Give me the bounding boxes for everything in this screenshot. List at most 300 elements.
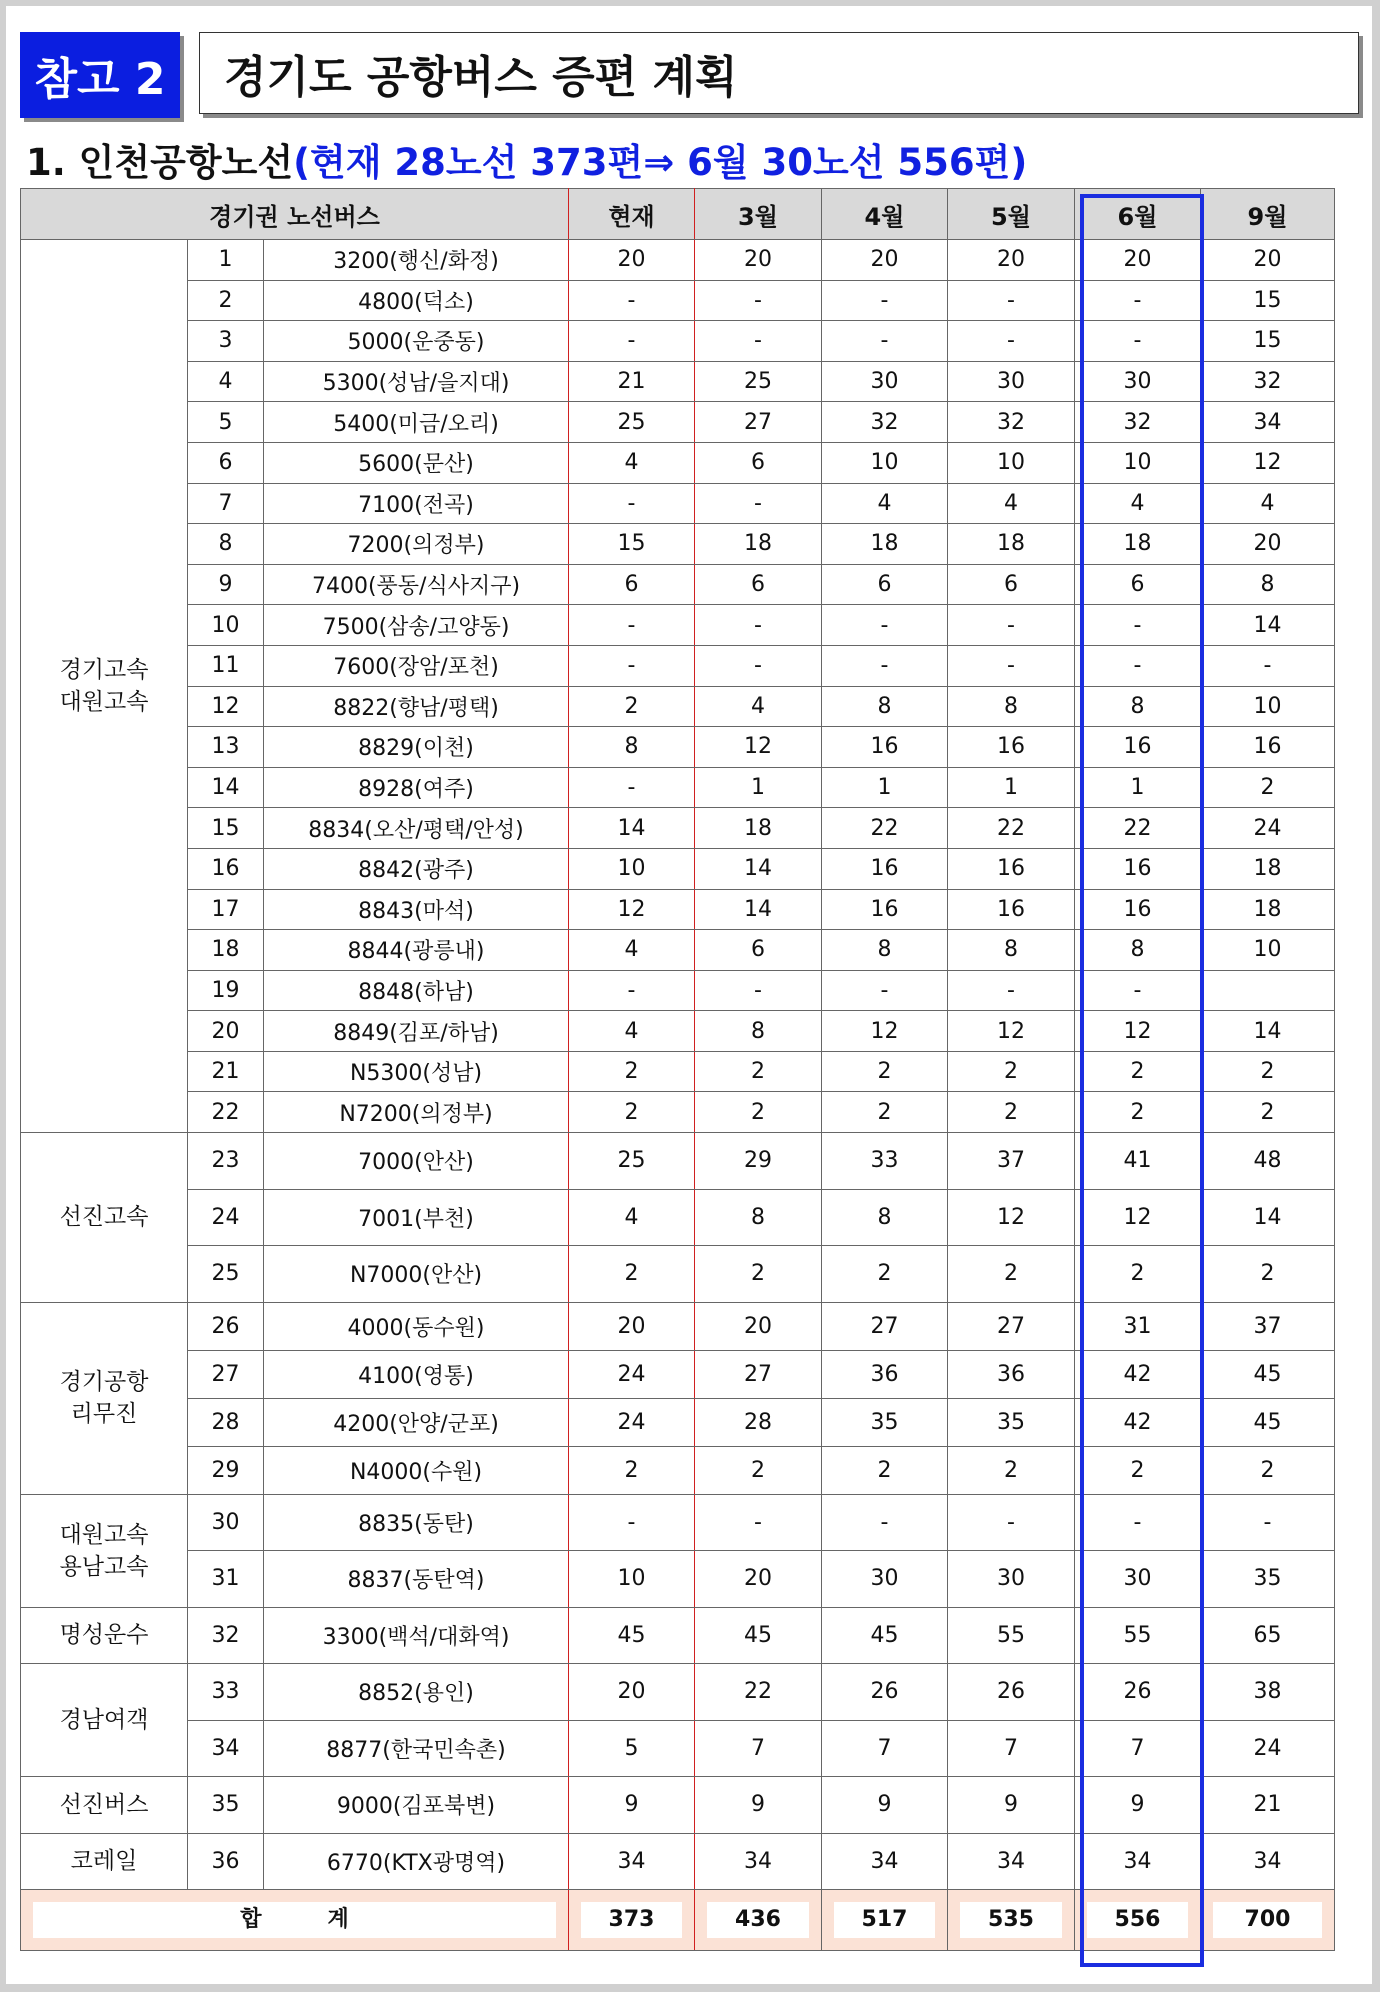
trips-june: 41 (1075, 1133, 1201, 1190)
route-number: 31 (188, 1551, 264, 1608)
trips-june: 26 (1075, 1664, 1201, 1721)
trips-june: 16 (1075, 889, 1201, 930)
trips-september: 2 (1201, 1051, 1335, 1092)
trips-may: 26 (948, 1664, 1075, 1721)
trips-march: 2 (695, 1446, 822, 1494)
trips-september: 32 (1201, 361, 1335, 402)
total-value: 373 (581, 1902, 682, 1938)
route-number: 26 (188, 1302, 264, 1350)
trips-current: 12 (569, 889, 695, 930)
table-row (21, 1720, 1335, 1777)
trips-march: 2 (695, 1051, 822, 1092)
route-name: 8852(용인) (264, 1664, 569, 1721)
trips-april: - (822, 321, 948, 362)
trips-june: 22 (1075, 808, 1201, 849)
trips-march: 8 (695, 1011, 822, 1052)
trips-current: 25 (569, 1133, 695, 1190)
trips-april: 9 (822, 1777, 948, 1834)
trips-current: 2 (569, 1051, 695, 1092)
trips-may: 6 (948, 564, 1075, 605)
trips-april: - (822, 280, 948, 321)
trips-may: 30 (948, 361, 1075, 402)
total-value: 535 (960, 1902, 1062, 1938)
trips-may: 4 (948, 483, 1075, 524)
table-row (21, 1133, 1335, 1190)
trips-september: 24 (1201, 808, 1335, 849)
trips-september: 14 (1201, 605, 1335, 646)
page (6, 6, 1372, 1984)
route-name: 8829(이천) (264, 727, 569, 768)
trips-may: 22 (948, 808, 1075, 849)
table-row (21, 1246, 1335, 1303)
table-row (21, 1092, 1335, 1133)
trips-may: - (948, 645, 1075, 686)
trips-march: 2 (695, 1246, 822, 1303)
trips-march: 14 (695, 889, 822, 930)
table-row (21, 930, 1335, 971)
operator-name-line: 경기공항 (59, 1369, 149, 1396)
trips-march: 29 (695, 1133, 822, 1190)
trips-march: 14 (695, 848, 822, 889)
trips-current: 21 (569, 361, 695, 402)
trips-march: 20 (695, 1302, 822, 1350)
trips-september: 20 (1201, 240, 1335, 281)
route-name: N5300(성남) (264, 1051, 569, 1092)
operator-group-cell (21, 1302, 188, 1494)
trips-march: 20 (695, 240, 822, 281)
total-value-cell (1075, 1890, 1201, 1951)
route-number: 10 (188, 605, 264, 646)
trips-current: 34 (569, 1833, 695, 1890)
operator-name-line: 경남여객 (59, 1707, 149, 1734)
trips-current: 45 (569, 1607, 695, 1664)
route-name: N7200(의정부) (264, 1092, 569, 1133)
trips-current: - (569, 970, 695, 1011)
trips-april: 16 (822, 727, 948, 768)
trips-april: 30 (822, 1551, 948, 1608)
trips-september: 20 (1201, 524, 1335, 565)
trips-march: 8 (695, 1189, 822, 1246)
route-name: 8835(동탄) (264, 1494, 569, 1551)
trips-june: 2 (1075, 1051, 1201, 1092)
total-value: 700 (1213, 1902, 1322, 1938)
trips-april: - (822, 605, 948, 646)
table-row (21, 848, 1335, 889)
trips-june: - (1075, 1494, 1201, 1551)
trips-march: 45 (695, 1607, 822, 1664)
table-row (21, 1446, 1335, 1494)
trips-june: 12 (1075, 1189, 1201, 1246)
route-name: 9000(김포북변) (264, 1777, 569, 1834)
route-name: 5300(성남/을지대) (264, 361, 569, 402)
trips-may: 8 (948, 686, 1075, 727)
table-row (21, 240, 1335, 281)
trips-september: 2 (1201, 767, 1335, 808)
operator-name-line: 코레일 (70, 1848, 138, 1875)
trips-march: 7 (695, 1720, 822, 1777)
header-route-group: 경기권 노선버스 (21, 189, 569, 240)
route-name: 4800(덕소) (264, 280, 569, 321)
total-value-cell (569, 1890, 695, 1951)
table-row (21, 280, 1335, 321)
route-name: 3300(백석/대화역) (264, 1607, 569, 1664)
operator-group-cell (21, 1494, 188, 1607)
trips-september: 34 (1201, 1833, 1335, 1890)
trips-june: 42 (1075, 1350, 1201, 1398)
trips-march: 6 (695, 442, 822, 483)
trips-march: - (695, 321, 822, 362)
route-number: 25 (188, 1246, 264, 1303)
trips-march: 27 (695, 402, 822, 443)
route-name: 8837(동탄역) (264, 1551, 569, 1608)
route-number: 9 (188, 564, 264, 605)
route-number: 3 (188, 321, 264, 362)
trips-current: 20 (569, 1664, 695, 1721)
table-row (21, 686, 1335, 727)
trips-current: 10 (569, 848, 695, 889)
trips-september: 16 (1201, 727, 1335, 768)
trips-march: 9 (695, 1777, 822, 1834)
trips-june: 42 (1075, 1398, 1201, 1446)
trips-march: 20 (695, 1551, 822, 1608)
trips-may: 34 (948, 1833, 1075, 1890)
route-name: 4100(영통) (264, 1350, 569, 1398)
operator-name-line: 리무진 (70, 1401, 138, 1428)
trips-june: - (1075, 645, 1201, 686)
header-april: 4월 (822, 189, 948, 240)
trips-april: 20 (822, 240, 948, 281)
route-name: 7200(의정부) (264, 524, 569, 565)
trips-march: - (695, 605, 822, 646)
route-name: 4000(동수원) (264, 1302, 569, 1350)
trips-june: 12 (1075, 1011, 1201, 1052)
route-number: 17 (188, 889, 264, 930)
header-june: 6월 (1075, 189, 1201, 240)
trips-current: - (569, 767, 695, 808)
trips-may: 12 (948, 1189, 1075, 1246)
trips-june: 9 (1075, 1777, 1201, 1834)
table-row (21, 727, 1335, 768)
table-row (21, 1189, 1335, 1246)
route-number: 21 (188, 1051, 264, 1092)
table-row (21, 1777, 1335, 1834)
page-title: 경기도 공항버스 증편 계획 (199, 32, 1359, 114)
trips-april: 18 (822, 524, 948, 565)
table-row (21, 645, 1335, 686)
trips-june: 6 (1075, 564, 1201, 605)
trips-current: 5 (569, 1720, 695, 1777)
route-number: 5 (188, 402, 264, 443)
table-row (21, 1350, 1335, 1398)
trips-march: - (695, 280, 822, 321)
trips-march: 27 (695, 1350, 822, 1398)
trips-may: 20 (948, 240, 1075, 281)
operator-group-cell (21, 1664, 188, 1777)
trips-may: 32 (948, 402, 1075, 443)
route-name: 7100(전곡) (264, 483, 569, 524)
trips-september: 38 (1201, 1664, 1335, 1721)
trips-current: 8 (569, 727, 695, 768)
trips-march: 4 (695, 686, 822, 727)
trips-march: - (695, 1494, 822, 1551)
table-row (21, 1664, 1335, 1721)
trips-june: - (1075, 280, 1201, 321)
trips-may: 9 (948, 1777, 1075, 1834)
trips-march: 12 (695, 727, 822, 768)
trips-current: - (569, 321, 695, 362)
trips-may: 55 (948, 1607, 1075, 1664)
trips-june: 2 (1075, 1092, 1201, 1133)
trips-march: 2 (695, 1092, 822, 1133)
route-number: 29 (188, 1446, 264, 1494)
trips-september: 2 (1201, 1246, 1335, 1303)
route-number: 35 (188, 1777, 264, 1834)
operator-name-line: 경기고속 (59, 657, 149, 684)
route-number: 1 (188, 240, 264, 281)
trips-september: 8 (1201, 564, 1335, 605)
trips-september: 14 (1201, 1189, 1335, 1246)
route-name: 8822(향남/평택) (264, 686, 569, 727)
route-name: 8843(마석) (264, 889, 569, 930)
route-name: 8834(오산/평택/안성) (264, 808, 569, 849)
route-name: 6770(KTX광명역) (264, 1833, 569, 1890)
trips-may: 27 (948, 1302, 1075, 1350)
trips-current: 6 (569, 564, 695, 605)
header-row (21, 189, 1335, 240)
trips-june: 20 (1075, 240, 1201, 281)
trips-june: 55 (1075, 1607, 1201, 1664)
route-number: 4 (188, 361, 264, 402)
trips-march: 22 (695, 1664, 822, 1721)
trips-may: 16 (948, 889, 1075, 930)
trips-april: 26 (822, 1664, 948, 1721)
trips-april: 22 (822, 808, 948, 849)
trips-may: 16 (948, 848, 1075, 889)
trips-september: 2 (1201, 1092, 1335, 1133)
total-label-cell (21, 1890, 569, 1951)
trips-march: 18 (695, 808, 822, 849)
trips-may: 16 (948, 727, 1075, 768)
route-number: 12 (188, 686, 264, 727)
trips-april: 2 (822, 1092, 948, 1133)
trips-april: 27 (822, 1302, 948, 1350)
route-number: 20 (188, 1011, 264, 1052)
trips-may: 1 (948, 767, 1075, 808)
trips-june: 8 (1075, 686, 1201, 727)
trips-june: 16 (1075, 727, 1201, 768)
table-row (21, 1302, 1335, 1350)
trips-may: 30 (948, 1551, 1075, 1608)
trips-september: 10 (1201, 686, 1335, 727)
trips-may: - (948, 1494, 1075, 1551)
trips-april: - (822, 1494, 948, 1551)
trips-april: 32 (822, 402, 948, 443)
trips-current: 2 (569, 686, 695, 727)
route-number: 8 (188, 524, 264, 565)
trips-june: 4 (1075, 483, 1201, 524)
section-heading-detail: (현재 28노선 373편⇒ 6월 30노선 556편) (293, 141, 1028, 184)
trips-may: - (948, 280, 1075, 321)
trips-may: 12 (948, 1011, 1075, 1052)
trips-march: - (695, 483, 822, 524)
trips-march: 34 (695, 1833, 822, 1890)
trips-current: - (569, 645, 695, 686)
trips-september: 15 (1201, 280, 1335, 321)
header-may: 5월 (948, 189, 1075, 240)
route-name: 7500(삼송/고양동) (264, 605, 569, 646)
trips-june: 8 (1075, 930, 1201, 971)
route-number: 32 (188, 1607, 264, 1664)
header-current: 현재 (569, 189, 695, 240)
route-number: 27 (188, 1350, 264, 1398)
route-number: 23 (188, 1133, 264, 1190)
trips-may: - (948, 605, 1075, 646)
trips-march: 1 (695, 767, 822, 808)
trips-current: 25 (569, 402, 695, 443)
trips-current: 2 (569, 1446, 695, 1494)
reference-badge: 참고 2 (20, 32, 180, 118)
route-name: 7600(장암/포천) (264, 645, 569, 686)
bus-schedule-table (20, 188, 1335, 1951)
trips-september: - (1201, 1494, 1335, 1551)
route-number: 22 (188, 1092, 264, 1133)
trips-june: 1 (1075, 767, 1201, 808)
total-value-cell (948, 1890, 1075, 1951)
route-number: 33 (188, 1664, 264, 1721)
trips-june: 32 (1075, 402, 1201, 443)
operator-name-line: 명성운수 (59, 1622, 149, 1649)
route-number: 2 (188, 280, 264, 321)
route-name: 5600(문산) (264, 442, 569, 483)
trips-april: 8 (822, 686, 948, 727)
trips-september: - (1201, 645, 1335, 686)
trips-april: 4 (822, 483, 948, 524)
route-name: 8849(김포/하남) (264, 1011, 569, 1052)
trips-march: 28 (695, 1398, 822, 1446)
route-name: 5000(운중동) (264, 321, 569, 362)
trips-april: 10 (822, 442, 948, 483)
trips-current: 24 (569, 1398, 695, 1446)
trips-may: 36 (948, 1350, 1075, 1398)
trips-june: 30 (1075, 1551, 1201, 1608)
total-value: 517 (834, 1902, 935, 1938)
table-row (21, 1398, 1335, 1446)
trips-may: 2 (948, 1446, 1075, 1494)
trips-may: 7 (948, 1720, 1075, 1777)
operator-name-line: 선진버스 (59, 1791, 149, 1818)
table-row (21, 1833, 1335, 1890)
trips-current: 20 (569, 1302, 695, 1350)
total-value-cell (822, 1890, 948, 1951)
header-september: 9월 (1201, 189, 1335, 240)
trips-june: 16 (1075, 848, 1201, 889)
trips-september: 65 (1201, 1607, 1335, 1664)
trips-april: 33 (822, 1133, 948, 1190)
table-row (21, 1607, 1335, 1664)
trips-may: 37 (948, 1133, 1075, 1190)
trips-april: - (822, 970, 948, 1011)
route-number: 6 (188, 442, 264, 483)
trips-may: 10 (948, 442, 1075, 483)
trips-current: 20 (569, 240, 695, 281)
trips-september: 14 (1201, 1011, 1335, 1052)
trips-june: 2 (1075, 1446, 1201, 1494)
trips-march: 6 (695, 564, 822, 605)
trips-march: 6 (695, 930, 822, 971)
trips-september: 18 (1201, 889, 1335, 930)
trips-march: - (695, 970, 822, 1011)
trips-june: 34 (1075, 1833, 1201, 1890)
trips-june: 2 (1075, 1246, 1201, 1303)
operator-group-cell (21, 1607, 188, 1664)
route-name: N7000(안산) (264, 1246, 569, 1303)
section-heading-prefix: 1. 인천공항노선 (26, 141, 294, 184)
trips-current: 14 (569, 808, 695, 849)
trips-may: 35 (948, 1398, 1075, 1446)
trips-april: 35 (822, 1398, 948, 1446)
trips-september (1201, 970, 1335, 1011)
route-name: 7001(부천) (264, 1189, 569, 1246)
trips-april: 30 (822, 361, 948, 402)
operator-group-cell (21, 240, 188, 1133)
trips-current: 2 (569, 1246, 695, 1303)
route-number: 30 (188, 1494, 264, 1551)
trips-may: 2 (948, 1051, 1075, 1092)
trips-april: 16 (822, 889, 948, 930)
route-number: 24 (188, 1189, 264, 1246)
trips-september: 10 (1201, 930, 1335, 971)
trips-september: 48 (1201, 1133, 1335, 1190)
operator-group-cell (21, 1833, 188, 1890)
trips-current: 10 (569, 1551, 695, 1608)
trips-april: 6 (822, 564, 948, 605)
trips-april: 1 (822, 767, 948, 808)
trips-current: 15 (569, 524, 695, 565)
trips-may: 2 (948, 1246, 1075, 1303)
table-row (21, 1494, 1335, 1551)
trips-june: 7 (1075, 1720, 1201, 1777)
route-number: 15 (188, 808, 264, 849)
table-row (21, 564, 1335, 605)
trips-current: 4 (569, 442, 695, 483)
route-name: 7000(안산) (264, 1133, 569, 1190)
table-row (21, 402, 1335, 443)
trips-june: - (1075, 970, 1201, 1011)
route-number: 19 (188, 970, 264, 1011)
total-value: 436 (707, 1902, 809, 1938)
table-row (21, 1011, 1335, 1052)
trips-april: 8 (822, 1189, 948, 1246)
table-row (21, 524, 1335, 565)
trips-june: - (1075, 605, 1201, 646)
trips-current: - (569, 1494, 695, 1551)
route-number: 11 (188, 645, 264, 686)
trips-current: 2 (569, 1092, 695, 1133)
header-march: 3월 (695, 189, 822, 240)
table-row (21, 605, 1335, 646)
trips-september: 21 (1201, 1777, 1335, 1834)
trips-april: 2 (822, 1446, 948, 1494)
route-number: 18 (188, 930, 264, 971)
table-row (21, 970, 1335, 1011)
trips-may: - (948, 321, 1075, 362)
route-number: 36 (188, 1833, 264, 1890)
route-name: 5400(미금/오리) (264, 402, 569, 443)
trips-current: - (569, 605, 695, 646)
trips-june: 18 (1075, 524, 1201, 565)
route-number: 14 (188, 767, 264, 808)
trips-april: 7 (822, 1720, 948, 1777)
